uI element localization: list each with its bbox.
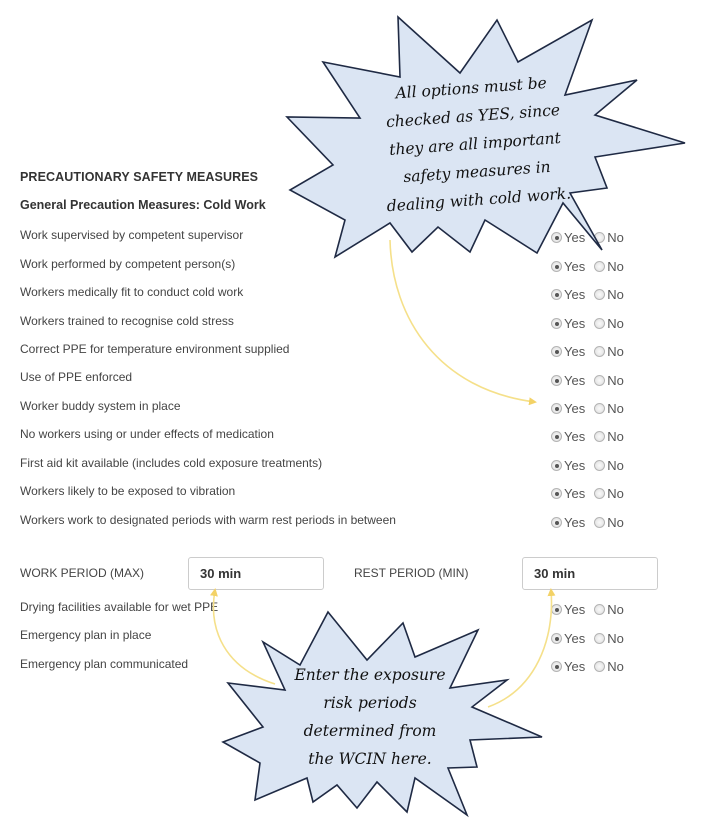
checklist-label: Work supervised by competent supervisor: [20, 228, 244, 242]
section-title: PRECAUTIONARY SAFETY MEASURES: [20, 170, 259, 184]
checklist-label: Workers likely to be exposed to vibration: [20, 484, 236, 498]
no-label: No: [607, 287, 624, 302]
checklist-label: Workers medically fit to conduct cold work: [20, 285, 244, 299]
no-label: No: [607, 259, 624, 274]
subsection-title: General Precaution Measures: Cold Work: [20, 198, 266, 212]
yes-label: Yes: [564, 287, 586, 302]
arrow-to-work-period: [213, 590, 275, 684]
arrow-to-yes-column: [390, 240, 535, 402]
callout-line: safety measures in: [402, 157, 552, 187]
yes-label: Yes: [564, 631, 586, 646]
callout-line: Enter the exposure: [294, 666, 446, 684]
checklist-label: Correct PPE for temperature environment supplied: [20, 342, 290, 356]
checklist-label: Work performed by competent person(s): [20, 257, 236, 271]
yes-label: Yes: [564, 316, 586, 331]
no-label: No: [607, 373, 624, 388]
no-label: No: [607, 316, 624, 331]
checklist-label: First aid kit available (includes cold exposure treatments): [20, 456, 323, 470]
yes-label: Yes: [564, 429, 586, 444]
yes-label: Yes: [564, 401, 586, 416]
checklist-label: Workers trained to recognise cold stress: [20, 314, 234, 328]
no-label: No: [607, 515, 624, 530]
checklist-label: Emergency plan communicated: [20, 657, 189, 671]
no-label: No: [607, 486, 624, 501]
bottom-callout-text: [280, 661, 460, 773]
checklist-label: Emergency plan in place: [20, 628, 152, 642]
callout-line: determined from: [303, 722, 437, 740]
yes-label: Yes: [564, 458, 586, 473]
no-label: No: [607, 659, 624, 674]
callout-line: All options must be: [394, 73, 548, 103]
callout-line: the WCIN here.: [308, 750, 432, 768]
no-label: No: [607, 344, 624, 359]
checklist-label: Workers work to designated periods with warm rest periods in between: [20, 513, 396, 527]
no-label: No: [607, 631, 624, 646]
arrow-to-rest-period: [488, 590, 551, 707]
checklist-label: No workers using or under effects of medication: [20, 427, 274, 441]
yes-label: Yes: [564, 259, 586, 274]
yes-label: Yes: [564, 659, 586, 674]
yes-label: Yes: [564, 515, 586, 530]
no-label: No: [607, 429, 624, 444]
no-label: No: [607, 602, 624, 617]
checklist-label: Use of PPE enforced: [20, 370, 133, 384]
yes-label: Yes: [564, 373, 586, 388]
top-callout-text: [355, 66, 594, 222]
yes-label: Yes: [564, 230, 586, 245]
yes-label: Yes: [564, 602, 586, 617]
no-label: No: [607, 458, 624, 473]
yes-label: Yes: [564, 486, 586, 501]
checklist-label: Drying facilities available for wet PPE: [20, 600, 219, 614]
rest-period-label: REST PERIOD (MIN): [354, 566, 469, 580]
no-label: No: [607, 401, 624, 416]
yes-label: Yes: [564, 344, 586, 359]
checklist-label: Worker buddy system in place: [20, 399, 181, 413]
no-label: No: [607, 230, 624, 245]
callout-line: risk periods: [323, 694, 417, 712]
callout-line: they are all important: [388, 129, 562, 159]
callout-line: checked as YES, since: [385, 101, 561, 132]
work-period-label: WORK PERIOD (MAX): [20, 566, 145, 580]
callout-line: dealing with cold work.: [386, 184, 572, 216]
